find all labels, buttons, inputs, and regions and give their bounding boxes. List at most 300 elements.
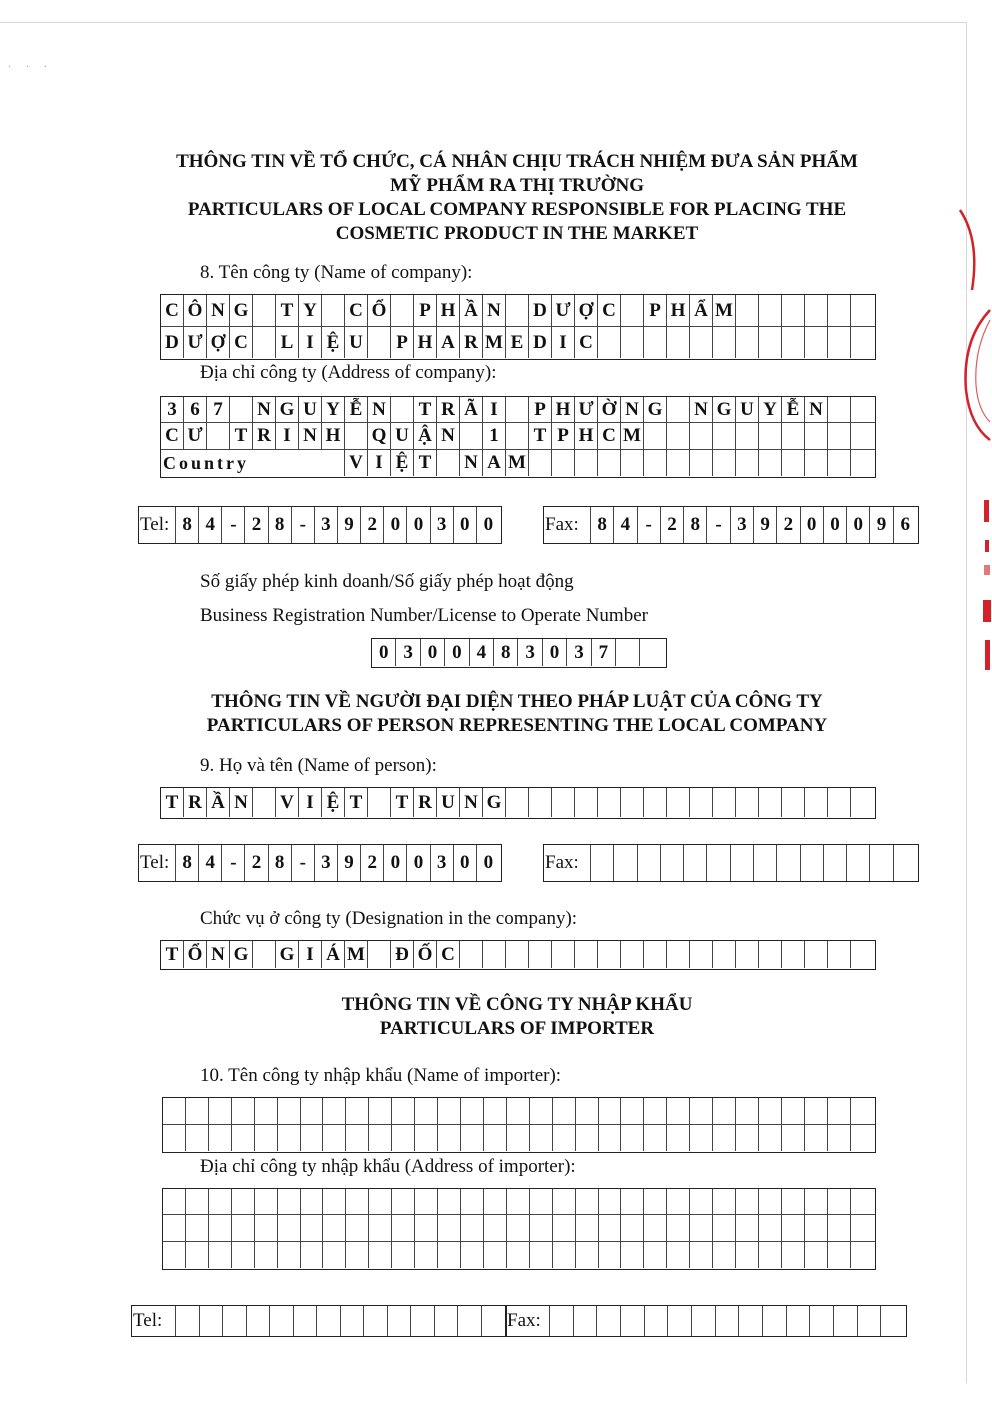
char-cell: H bbox=[414, 327, 437, 359]
char-cell: G bbox=[230, 941, 253, 968]
company-name-row-2 bbox=[161, 327, 875, 359]
char-cell: 0 bbox=[454, 507, 477, 543]
char-cell bbox=[759, 1215, 782, 1240]
char-cell bbox=[716, 1306, 740, 1336]
char-cell bbox=[553, 1242, 576, 1268]
char-cell bbox=[707, 845, 730, 881]
char-cell bbox=[763, 1306, 787, 1336]
char-cell bbox=[507, 1189, 530, 1214]
char-cell bbox=[591, 845, 614, 881]
char-cell bbox=[301, 1215, 324, 1240]
char-cell: Ổ bbox=[368, 295, 391, 326]
char-cell: R bbox=[460, 327, 483, 359]
char-cell: 2 bbox=[661, 507, 684, 543]
field-label: Fax: bbox=[506, 1306, 550, 1336]
label-company-address: Địa chỉ công ty (Address of company): bbox=[200, 362, 497, 383]
char-cell bbox=[530, 1215, 553, 1240]
char-cell: Ệ bbox=[322, 327, 345, 359]
char-cell bbox=[575, 941, 598, 968]
char-cell bbox=[690, 1125, 713, 1152]
char-cell bbox=[482, 1306, 506, 1336]
char-cell bbox=[552, 788, 575, 817]
char-cell bbox=[346, 1215, 369, 1240]
char-cell bbox=[368, 788, 391, 817]
char-cell bbox=[640, 639, 664, 666]
char-cell: Đ bbox=[391, 941, 414, 968]
char-cell: 3 bbox=[431, 507, 454, 543]
char-cell bbox=[690, 423, 713, 448]
char-cell bbox=[255, 1242, 278, 1268]
char-cell: T bbox=[276, 295, 299, 326]
char-cell bbox=[805, 941, 828, 968]
char-cell bbox=[163, 1189, 186, 1214]
char-cell bbox=[690, 1098, 713, 1124]
char-cell bbox=[828, 788, 851, 817]
label-designation: Chức vụ ở công ty (Designation in the company): bbox=[200, 908, 578, 929]
char-cell bbox=[599, 1125, 622, 1152]
char-cell bbox=[599, 1242, 622, 1268]
importer-address-row-3 bbox=[163, 1242, 875, 1268]
char-cell: T bbox=[414, 397, 437, 422]
label-business-reg-en: Business Registration Number/License to Operate Number bbox=[200, 605, 648, 626]
char-cell bbox=[507, 1215, 530, 1240]
char-cell bbox=[415, 1242, 438, 1268]
char-cell: 9 bbox=[338, 507, 361, 543]
char-cell bbox=[437, 450, 460, 476]
char-cell: 2 bbox=[777, 507, 800, 543]
char-cell: L bbox=[276, 327, 299, 359]
company-fax-grid[interactable] bbox=[543, 506, 919, 544]
country-label: Country bbox=[163, 452, 250, 473]
char-cell bbox=[232, 1215, 255, 1240]
designation-row-1 bbox=[161, 941, 875, 968]
char-cell: Ờ bbox=[598, 397, 621, 422]
header-local-vn-1: THÔNG TIN VỀ TỔ CHỨC, CÁ NHÂN CHỊU TRÁCH NHIỆM ĐƯA SẢN PHẨM bbox=[176, 151, 858, 172]
char-cell: - bbox=[638, 507, 661, 543]
char-cell bbox=[828, 1242, 851, 1268]
char-cell bbox=[810, 1306, 834, 1336]
char-cell: N bbox=[437, 423, 460, 448]
char-cell bbox=[805, 450, 828, 476]
char-cell: P bbox=[644, 295, 667, 326]
char-cell bbox=[828, 397, 851, 422]
label-importer-address: Địa chỉ công ty nhập khẩu (Address of importer): bbox=[200, 1156, 576, 1177]
char-cell bbox=[506, 941, 529, 968]
importer-fax-grid[interactable] bbox=[505, 1305, 907, 1337]
char-cell bbox=[782, 1215, 805, 1240]
char-cell bbox=[253, 450, 276, 476]
char-cell bbox=[621, 1189, 644, 1214]
char-cell bbox=[644, 941, 667, 968]
field-label: Fax: bbox=[544, 507, 591, 543]
header-local-en-2: COSMETIC PRODUCT IN THE MARKET bbox=[335, 223, 699, 244]
char-cell bbox=[644, 327, 667, 359]
field-label: Fax: bbox=[544, 845, 591, 881]
char-cell bbox=[529, 788, 552, 817]
char-cell: Ô bbox=[184, 295, 207, 326]
char-cell bbox=[506, 397, 529, 422]
char-cell bbox=[299, 450, 322, 476]
char-cell bbox=[458, 1306, 482, 1336]
char-cell bbox=[278, 1098, 301, 1124]
label-company-name: 8. Tên công ty (Name of company): bbox=[200, 262, 473, 283]
char-cell bbox=[616, 639, 640, 666]
char-cell: 0 bbox=[407, 845, 430, 881]
char-cell bbox=[415, 1098, 438, 1124]
char-cell: H bbox=[667, 295, 690, 326]
char-cell bbox=[759, 1189, 782, 1214]
char-cell bbox=[667, 450, 690, 476]
char-cell: Ổ bbox=[184, 941, 207, 968]
char-cell: 8 bbox=[494, 639, 518, 666]
char-cell bbox=[667, 788, 690, 817]
char-cell: 3 bbox=[518, 639, 542, 666]
char-cell: 0 bbox=[483, 852, 494, 873]
char-cell bbox=[484, 1125, 507, 1152]
char-cell bbox=[736, 450, 759, 476]
char-cell bbox=[644, 423, 667, 448]
company-address-grid[interactable] bbox=[160, 396, 876, 478]
char-cell bbox=[484, 1242, 507, 1268]
char-cell: N bbox=[621, 397, 644, 422]
importer-tel-grid[interactable] bbox=[131, 1305, 507, 1337]
label-business-reg-vn: Số giấy phép kinh doanh/Số giấy phép hoạt động bbox=[200, 571, 574, 592]
char-cell bbox=[599, 1098, 622, 1124]
char-cell bbox=[834, 1306, 858, 1336]
char-cell bbox=[438, 1215, 461, 1240]
char-cell bbox=[552, 941, 575, 968]
char-cell: I bbox=[483, 397, 506, 422]
char-cell bbox=[484, 1215, 507, 1240]
char-cell bbox=[805, 295, 828, 326]
person-name-row-1 bbox=[161, 788, 875, 817]
char-cell bbox=[163, 1125, 186, 1152]
header-local-vn-2: MỸ PHẨM RA THỊ TRƯỜNG bbox=[389, 175, 645, 196]
char-cell bbox=[529, 941, 552, 968]
char-cell bbox=[484, 1189, 507, 1214]
char-cell bbox=[667, 423, 690, 448]
char-cell bbox=[736, 1098, 759, 1124]
char-cell bbox=[690, 788, 713, 817]
char-cell bbox=[777, 845, 800, 881]
char-cell bbox=[506, 788, 529, 817]
char-cell bbox=[506, 295, 529, 326]
char-cell: Ệ bbox=[322, 788, 345, 817]
char-cell: A bbox=[483, 450, 506, 476]
char-cell bbox=[507, 1242, 530, 1268]
char-cell bbox=[621, 788, 644, 817]
char-cell bbox=[690, 327, 713, 359]
char-cell bbox=[598, 327, 621, 359]
char-cell: P bbox=[414, 295, 437, 326]
char-cell: G bbox=[230, 295, 253, 326]
char-cell bbox=[692, 1306, 716, 1336]
char-cell: 4 bbox=[199, 845, 222, 881]
char-cell: 0 bbox=[372, 639, 396, 666]
char-cell bbox=[713, 327, 736, 359]
char-cell: T bbox=[230, 423, 253, 448]
char-cell bbox=[713, 1215, 736, 1240]
company-tel-grid[interactable] bbox=[138, 506, 502, 544]
business-reg-row-1 bbox=[372, 639, 666, 666]
char-cell bbox=[805, 1242, 828, 1268]
char-cell: 3 bbox=[161, 397, 184, 422]
char-cell: R bbox=[414, 788, 437, 817]
char-cell: N bbox=[230, 788, 253, 817]
char-cell bbox=[186, 1098, 209, 1124]
char-cell bbox=[851, 450, 874, 476]
person-name-grid[interactable] bbox=[160, 787, 876, 819]
char-cell bbox=[713, 1098, 736, 1124]
char-cell bbox=[597, 1306, 621, 1336]
char-cell bbox=[392, 1125, 415, 1152]
char-cell bbox=[301, 1189, 324, 1214]
char-cell bbox=[828, 1098, 851, 1124]
char-cell bbox=[690, 941, 713, 968]
char-cell bbox=[736, 1242, 759, 1268]
char-cell bbox=[368, 327, 391, 359]
char-cell: Ậ bbox=[414, 423, 437, 448]
char-cell bbox=[323, 1125, 346, 1152]
char-cell: 2 bbox=[245, 507, 268, 543]
char-cell bbox=[644, 1189, 667, 1214]
char-cell bbox=[460, 941, 483, 968]
char-cell: C bbox=[598, 295, 621, 326]
char-cell: N bbox=[368, 397, 391, 422]
char-cell bbox=[392, 1189, 415, 1214]
char-cell bbox=[805, 327, 828, 359]
char-cell: Y bbox=[322, 397, 345, 422]
char-cell: Ư bbox=[184, 423, 207, 448]
char-cell bbox=[621, 1215, 644, 1240]
char-cell bbox=[576, 1242, 599, 1268]
char-cell bbox=[255, 1125, 278, 1152]
char-cell bbox=[824, 845, 847, 881]
char-cell bbox=[759, 941, 782, 968]
char-cell bbox=[690, 450, 713, 476]
char-cell bbox=[346, 1098, 369, 1124]
char-cell bbox=[828, 1215, 851, 1240]
char-cell: 7 bbox=[592, 639, 616, 666]
char-cell bbox=[759, 450, 782, 476]
char-cell bbox=[644, 450, 667, 476]
char-cell: H bbox=[552, 397, 575, 422]
char-cell bbox=[574, 1306, 598, 1336]
char-cell: M bbox=[506, 450, 529, 476]
char-cell bbox=[209, 1125, 232, 1152]
char-cell bbox=[805, 788, 828, 817]
char-cell bbox=[805, 423, 828, 448]
char-cell bbox=[713, 450, 736, 476]
char-cell bbox=[438, 1098, 461, 1124]
char-cell bbox=[411, 1306, 435, 1336]
char-cell bbox=[575, 788, 598, 817]
char-cell: C bbox=[161, 423, 184, 448]
char-cell: 8 bbox=[269, 507, 292, 543]
char-cell: U bbox=[437, 788, 460, 817]
char-cell bbox=[787, 1306, 811, 1336]
char-cell bbox=[176, 1306, 200, 1336]
label-person-name: 9. Họ và tên (Name of person): bbox=[200, 755, 437, 776]
char-cell bbox=[713, 1242, 736, 1268]
char-cell: D bbox=[529, 327, 552, 359]
char-cell bbox=[530, 1125, 553, 1152]
char-cell: 4 bbox=[199, 507, 222, 543]
char-cell: T bbox=[414, 450, 437, 476]
char-cell: M bbox=[345, 941, 368, 968]
char-cell bbox=[253, 941, 276, 968]
importer-name-grid[interactable] bbox=[162, 1097, 876, 1153]
char-cell bbox=[598, 788, 621, 817]
char-cell: 0 bbox=[445, 639, 469, 666]
char-cell bbox=[644, 1125, 667, 1152]
char-cell bbox=[828, 423, 851, 448]
person-fax-grid[interactable] bbox=[543, 844, 919, 882]
char-cell: I bbox=[552, 327, 575, 359]
char-cell: 8 bbox=[176, 845, 199, 881]
char-cell bbox=[644, 1215, 667, 1240]
char-cell bbox=[645, 1306, 669, 1336]
char-cell bbox=[483, 941, 506, 968]
designation-grid[interactable] bbox=[160, 940, 876, 970]
char-cell bbox=[759, 295, 782, 326]
char-cell bbox=[247, 1306, 271, 1336]
char-cell: D bbox=[161, 327, 184, 359]
char-cell bbox=[186, 1189, 209, 1214]
char-cell bbox=[828, 1189, 851, 1214]
char-cell bbox=[736, 327, 759, 359]
char-cell bbox=[736, 941, 759, 968]
char-cell: N bbox=[253, 397, 276, 422]
char-cell: M bbox=[483, 327, 506, 359]
char-cell bbox=[323, 1098, 346, 1124]
char-cell bbox=[828, 941, 851, 968]
char-cell bbox=[801, 845, 824, 881]
char-cell: G bbox=[483, 788, 506, 817]
char-cell bbox=[828, 295, 851, 326]
char-cell bbox=[644, 1242, 667, 1268]
char-cell bbox=[255, 1189, 278, 1214]
char-cell bbox=[759, 423, 782, 448]
char-cell bbox=[851, 1215, 874, 1240]
char-cell bbox=[207, 423, 230, 448]
char-cell bbox=[667, 1125, 690, 1152]
char-cell bbox=[894, 845, 917, 881]
char-cell: T bbox=[529, 423, 552, 448]
char-cell: Ư bbox=[552, 295, 575, 326]
char-cell: T bbox=[161, 941, 184, 968]
char-cell bbox=[851, 1189, 874, 1214]
char-cell bbox=[461, 1242, 484, 1268]
char-cell: Ợ bbox=[207, 327, 230, 359]
char-cell: H bbox=[575, 423, 598, 448]
char-cell: T bbox=[161, 788, 184, 817]
char-cell: 6 bbox=[900, 514, 911, 535]
char-cell bbox=[278, 1189, 301, 1214]
char-cell bbox=[369, 1098, 392, 1124]
char-cell: 9 bbox=[870, 507, 893, 543]
char-cell: Ợ bbox=[575, 295, 598, 326]
header-imp-en: PARTICULARS OF IMPORTER bbox=[379, 1018, 655, 1039]
char-cell bbox=[851, 397, 874, 422]
char-cell bbox=[369, 1125, 392, 1152]
char-cell bbox=[621, 1125, 644, 1152]
company-name-grid[interactable] bbox=[160, 294, 876, 360]
char-cell: R bbox=[437, 397, 460, 422]
char-cell: 0 bbox=[824, 507, 847, 543]
char-cell bbox=[253, 788, 276, 817]
char-cell bbox=[461, 1125, 484, 1152]
char-cell bbox=[851, 295, 874, 326]
char-cell bbox=[507, 1125, 530, 1152]
char-cell bbox=[870, 845, 893, 881]
char-cell: C bbox=[437, 941, 460, 968]
person-tel-grid[interactable] bbox=[138, 844, 502, 882]
char-cell bbox=[805, 1098, 828, 1124]
char-cell: - bbox=[292, 845, 315, 881]
char-cell bbox=[553, 1098, 576, 1124]
importer-address-grid[interactable] bbox=[162, 1188, 876, 1270]
field-label: Tel: bbox=[132, 1306, 176, 1336]
char-cell: 3 bbox=[396, 639, 420, 666]
char-cell: I bbox=[276, 423, 299, 448]
char-cell bbox=[782, 941, 805, 968]
char-cell bbox=[621, 1242, 644, 1268]
char-cell: 1 bbox=[483, 423, 506, 448]
char-cell bbox=[731, 845, 754, 881]
char-cell bbox=[713, 941, 736, 968]
char-cell bbox=[851, 1242, 874, 1268]
char-cell bbox=[598, 450, 621, 476]
char-cell bbox=[599, 1215, 622, 1240]
char-cell bbox=[828, 327, 851, 359]
char-cell: 3 bbox=[731, 507, 754, 543]
char-cell: 3 bbox=[315, 845, 338, 881]
company-address-row-2 bbox=[161, 423, 875, 449]
char-cell bbox=[392, 1242, 415, 1268]
char-cell bbox=[530, 1098, 553, 1124]
char-cell bbox=[638, 845, 661, 881]
char-cell: Ã bbox=[460, 397, 483, 422]
char-cell: Ệ bbox=[391, 450, 414, 476]
char-cell bbox=[782, 1189, 805, 1214]
business-reg-grid[interactable] bbox=[371, 638, 667, 668]
char-cell bbox=[163, 1215, 186, 1240]
char-cell bbox=[621, 450, 644, 476]
char-cell: Á bbox=[322, 941, 345, 968]
char-cell: P bbox=[529, 397, 552, 422]
char-cell bbox=[598, 941, 621, 968]
char-cell: 8 bbox=[269, 845, 292, 881]
char-cell bbox=[851, 788, 874, 817]
char-cell: Ư bbox=[184, 327, 207, 359]
char-cell: N bbox=[805, 397, 828, 422]
char-cell bbox=[782, 1242, 805, 1268]
char-cell bbox=[713, 423, 736, 448]
char-cell bbox=[668, 1306, 692, 1336]
char-cell bbox=[435, 1306, 459, 1336]
char-cell bbox=[851, 423, 874, 448]
char-cell bbox=[575, 450, 598, 476]
company-country-row bbox=[161, 450, 875, 476]
char-cell bbox=[438, 1242, 461, 1268]
char-cell bbox=[186, 1242, 209, 1268]
char-cell bbox=[667, 327, 690, 359]
char-cell bbox=[851, 327, 874, 359]
char-cell: - bbox=[707, 507, 730, 543]
char-cell: 4 bbox=[470, 639, 494, 666]
header-rep-en: PARTICULARS OF PERSON REPRESENTING THE LOCAL COMPANY bbox=[206, 715, 828, 736]
